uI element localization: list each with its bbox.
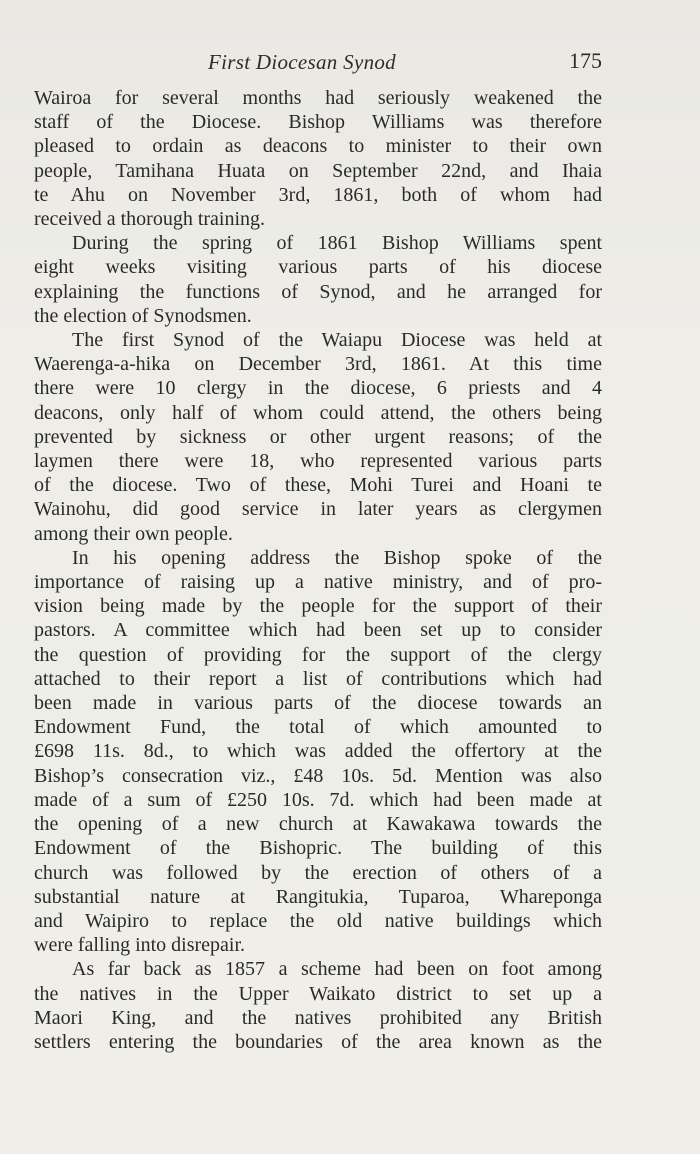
body-text bbox=[34, 86, 602, 1054]
text-line: explaining the functions of Synod, and he arranged for bbox=[34, 280, 602, 303]
text-line: church was followed by the erection of others of a bbox=[34, 861, 602, 884]
text-line: been made in various parts of the diocese towards an bbox=[34, 692, 602, 715]
text-line: pleased to ordain as deacons to minister to their own bbox=[34, 135, 602, 158]
text-line: Endowment of the Bishopric. The building of this bbox=[34, 837, 602, 860]
text-line: Maori King, and the natives prohibited any British bbox=[34, 1006, 602, 1029]
text-line: Wainohu, did good service in later years as clergymen bbox=[34, 498, 602, 521]
running-title: First Diocesan Synod bbox=[208, 50, 396, 74]
text-line: settlers entering the boundaries of the area known as the bbox=[34, 1030, 602, 1053]
text-line: pastors. A committee which had been set up to consider bbox=[34, 619, 602, 642]
text-line: Wairoa for several months had seriously weakened the bbox=[34, 87, 602, 109]
text-line: were falling into disrepair. bbox=[34, 934, 246, 957]
text-line: During the spring of 1861 Bishop Williams spent bbox=[72, 232, 602, 255]
text-line: the opening of a new church at Kawakawa towards the bbox=[34, 813, 602, 836]
text-line: laymen there were 18, who represented various parts bbox=[34, 450, 602, 473]
text-line: As far back as 1857 a scheme had been on foot among bbox=[72, 958, 602, 981]
paragraph bbox=[34, 546, 602, 957]
text-line: made of a sum of £250 10s. 7d. which had been made at bbox=[34, 788, 602, 811]
text-line: received a thorough training. bbox=[34, 208, 266, 231]
text-line: £698 11s. 8d., to which was added the offertory at the bbox=[34, 740, 602, 763]
text-line: among their own people. bbox=[34, 522, 233, 545]
text-line: vision being made by the people for the support of their bbox=[34, 595, 602, 618]
text-line: people, Tamihana Huata on September 22nd, and Ihaia bbox=[34, 159, 602, 182]
text-line: prevented by sickness or other urgent reasons; of the bbox=[34, 425, 602, 448]
paragraph bbox=[34, 86, 602, 231]
text-line: deacons, only half of whom could attend, the others being bbox=[34, 401, 602, 424]
text-line: attached to their report a list of contributions which had bbox=[34, 667, 602, 690]
text-line: the natives in the Upper Waikato district to set up a bbox=[34, 982, 602, 1005]
text-line: importance of raising up a native ministry, and of pro- bbox=[34, 571, 602, 594]
text-line: there were 10 clergy in the diocese, 6 priests and 4 bbox=[34, 377, 602, 400]
text-line: In his opening address the Bishop spoke of the bbox=[72, 546, 602, 569]
text-line: Waerenga-a-hika on December 3rd, 1861. At this time bbox=[34, 353, 602, 376]
text-line: Bishop’s consecration viz., £48 10s. 5d. Mention was also bbox=[34, 764, 602, 787]
text-line: Endowment Fund, the total of which amounted to bbox=[34, 716, 602, 739]
text-line: the election of Synodsmen. bbox=[34, 304, 252, 327]
text-line: substantial nature at Rangitukia, Tuparoa, Whareponga bbox=[34, 885, 602, 908]
text-line: te Ahu on November 3rd, 1861, both of whom had bbox=[34, 183, 602, 206]
paragraph bbox=[34, 328, 602, 546]
running-head bbox=[34, 46, 602, 80]
text-line: The first Synod of the Waiapu Diocese was held at bbox=[72, 329, 602, 352]
paragraph bbox=[34, 231, 602, 328]
page-number: 175 bbox=[569, 48, 602, 73]
text-line: eight weeks visiting various parts of his diocese bbox=[34, 256, 602, 279]
text-line: the question of providing for the support of the clergy bbox=[34, 643, 602, 666]
text-line: of the diocese. Two of these, Mohi Turei and Hoani te bbox=[34, 474, 602, 497]
text-line: and Waipiro to replace the old native buildings which bbox=[34, 909, 602, 932]
paragraph bbox=[34, 957, 602, 1054]
text-line: staff of the Diocese. Bishop Williams was therefore bbox=[34, 111, 602, 134]
